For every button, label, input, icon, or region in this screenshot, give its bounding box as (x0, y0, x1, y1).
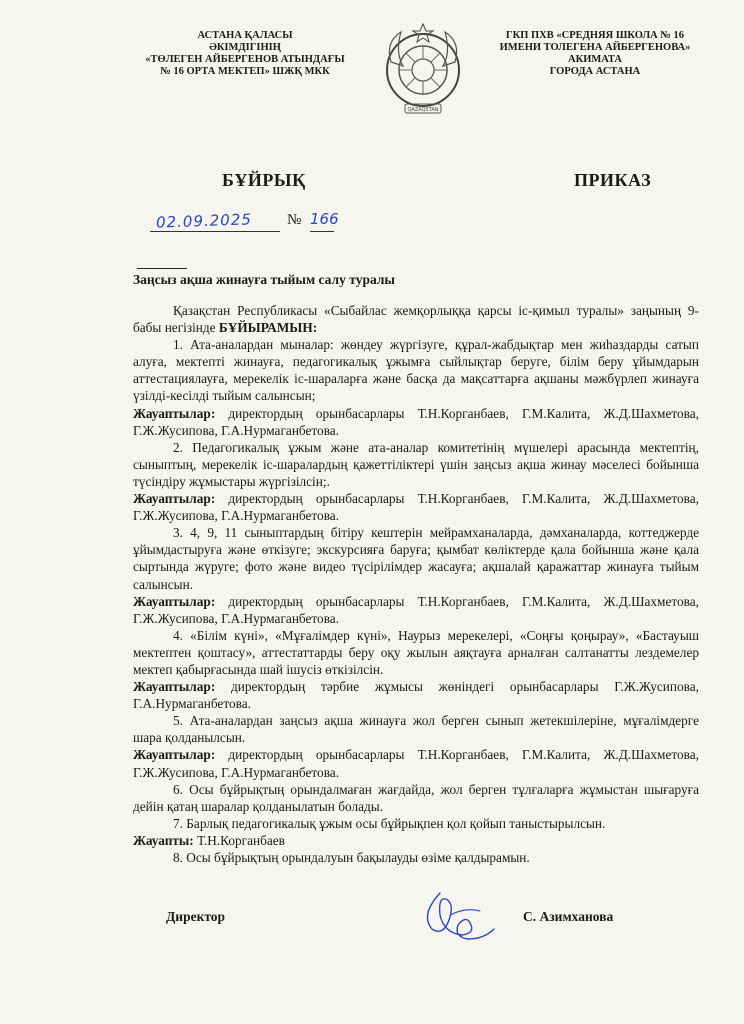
header-russian (480, 30, 710, 78)
document-type-kazakh: БҰЙРЫҚ (222, 170, 306, 190)
header-line: ӘКІМДІГІНІҢ (209, 42, 281, 53)
responsible-line (133, 678, 699, 712)
order-item: 1. Ата-аналардан мыналар: жөндеу жүргізуге, құрал-жабдықтар мен жиһаздарды сатып алуға, мектепті жинауға, педагогикалық ұжымға сыйлықтар беруге, білім беру ұйымдарын аттестациялауға, мерекелік іс-шараларға және басқа да мақсаттарға ақшаны мәжбүрлеп жинауға үзілді-кесілді тыйым салынсын; (133, 337, 699, 404)
responsible-line (133, 490, 699, 524)
date-underline (150, 231, 280, 232)
responsible-label: Жауаптылар: (133, 593, 216, 609)
header-line: «ТӨЛЕГЕН АЙБЕРГЕНОВ АТЫНДАҒЫ (145, 54, 345, 65)
responsible-label: Жауаптылар: (133, 491, 216, 507)
date-number-line (150, 210, 339, 232)
header-kazakh (130, 30, 360, 78)
order-item: 4. «Білім күні», «Мұғалімдер күні», Наурыз мерекелері, «Соңғы қоңырау», «Бастауыш мектептен қоштасу», аттестаттарды беру оқу жылын аяқтауға арналған салтанатты лездемелер мектеп қабырғасында шай ішусіз өткізілсін. (133, 627, 699, 677)
state-emblem-icon (383, 22, 463, 122)
responsible-text: директордың орынбасарлары Т.Н.Корганбаев, Г.М.Калита, Ж.Д.Шахметова, Г.Ж.Жусипова, Г.А.Нурмаганбетова. (133, 491, 699, 524)
header-line: ГОРОДА АСТАНА (549, 66, 641, 77)
responsible-line (133, 593, 699, 627)
number-label: № (287, 212, 302, 228)
responsible-text: директордың орынбасарлары Т.Н.Корганбаев, Г.М.Калита, Ж.Д.Шахметова, Г.Ж.Жусипова, Г.А.Нурмаганбетова. (133, 747, 699, 780)
order-item: 3. 4, 9, 11 сыныптардың бітіру кештерін мейрамханаларда, дәмханаларда, коттеджерде ұйымдастыруға және өткізуге; экскурсияға баруға; қымбат көліктерде қала бойынша және қала сыртында жүруге; фото және видео түсірілімдер жасауға; ақшалай қаражаттар жинауға тыйым салынсын. (133, 525, 699, 592)
header-line: ИМЕНИ ТОЛЕГЕНА АЙБЕРГЕНОВА» (499, 42, 691, 53)
responsible-label: Жауаптылар: (133, 747, 216, 763)
header-line: № 16 ОРТА МЕКТЕП» ШЖҚ МКК (160, 66, 330, 77)
order-item: 7. Барлық педагогикалық ұжым осы бұйрықпен қол қойып таныстырылсын. (173, 815, 606, 831)
responsible-text: директордың орынбасарлары Т.Н.Корганбаев, Г.М.Калита, Ж.Д.Шахметова, Г.Ж.Жусипова, Г.А.Нурмаганбетова. (133, 593, 699, 626)
document-type-russian: ПРИКАЗ (574, 170, 652, 190)
subject-rule (137, 268, 187, 269)
responsible-line (133, 746, 699, 780)
handwritten-number: 166 (310, 210, 339, 228)
responsible-text: директордың орынбасарлары Т.Н.Корганбаев, Г.М.Калита, Ж.Д.Шахметова, Г.Ж.Жусипова, Г.А.Нурмаганбетова. (133, 405, 699, 438)
order-item: 2. Педагогикалық ұжым және ата-аналар комитетінің мүшелері арасында мектептің, сыныптың, мерекелік іс-шаралардың қажеттіліктері үшін заңсыз ақша жинау мәселесі бойынша түсіндіру жұмыстары жүргізілсін;. (133, 439, 699, 489)
intro-command: БҰЙЫРАМЫН: (218, 320, 318, 336)
order-item: 6. Осы бұйрықтың орындалмаған жағдайда, жол берген тұлғаларға жұмыстан шығаруға дейін қатаң шаралар қолданылатын болады. (133, 781, 699, 814)
handwritten-signature (410, 885, 500, 945)
header-line: ГКП ПХВ «СРЕДНЯЯ ШКОЛА № 16 (505, 30, 685, 41)
number-underline (310, 231, 334, 232)
order-subject: Заңсыз ақша жинауға тыйым салу туралы (133, 272, 395, 287)
intro-text: Қазақстан Республикасы «Сыбайлас жемқорлыққа қарсы іс-қимыл туралы» заңының 9-бабы негізінде (133, 303, 699, 336)
header-line: АСТАНА ҚАЛАСЫ (197, 30, 293, 41)
handwritten-date: 02.09.2025 (155, 210, 253, 232)
responsible-line (133, 832, 699, 849)
responsible-text: директордың тәрбие жұмысы жөніндегі орынбасарлары Г.Ж.Жусипова, Г.А.Нурмаганбетова. (133, 679, 699, 712)
responsible-line (133, 405, 699, 439)
order-item: 8. Осы бұйрықтың орындалуын бақылауды өзіме қалдырамын. (173, 850, 530, 865)
responsible-label: Жауаптылар: (133, 679, 216, 695)
responsible-label: Жауаптылар: (133, 405, 216, 421)
responsible-label: Жауапты: (133, 832, 194, 848)
header-line: АКИМАТА (568, 54, 622, 65)
signatory-title: Директор (166, 909, 226, 924)
intro-paragraph (133, 302, 699, 336)
responsible-text: Т.Н.Корганбаев (197, 832, 285, 848)
signatory-name: С. Азимханова (523, 909, 614, 924)
emblem-text: QAZAQSTAN (407, 107, 439, 113)
order-body (133, 302, 699, 866)
order-item: 5. Ата-аналардан заңсыз ақша жинауға жол берген сынып жетекшілеріне, мұғалімдерге шара қолданылсын. (133, 713, 699, 746)
